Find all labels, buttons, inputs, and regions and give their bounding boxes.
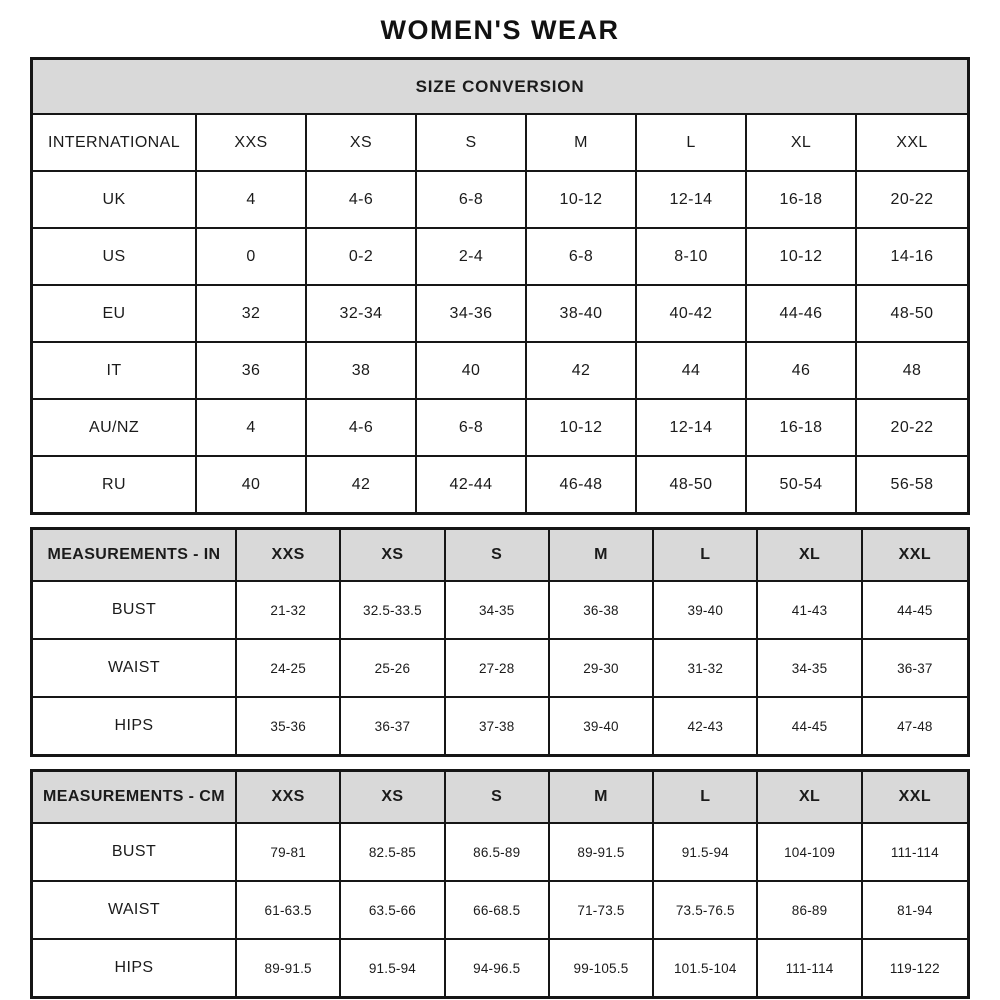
table-row-waist-cm — [33, 880, 967, 938]
table-row-ru — [33, 455, 967, 512]
measurement-cell: 94-96.5 — [446, 938, 550, 996]
size-cell: 16-18 — [747, 170, 857, 227]
row-label: IT — [33, 341, 197, 398]
table-row-aunz — [33, 398, 967, 455]
size-col-header-s: S — [446, 772, 550, 822]
measurement-cell: 39-40 — [550, 696, 654, 754]
size-col-header-xxs: XXS — [237, 772, 341, 822]
measurement-cell: 71-73.5 — [550, 880, 654, 938]
size-cell: 4-6 — [307, 170, 417, 227]
measurements-cm-title: MEASUREMENTS - CM — [33, 772, 237, 822]
page-title: WOMEN'S WEAR — [380, 15, 620, 45]
size-cell: 12-14 — [637, 170, 747, 227]
measurement-cell: 21-32 — [237, 580, 341, 638]
size-cell: 0-2 — [307, 227, 417, 284]
row-label: WAIST — [33, 880, 237, 938]
table-row-eu — [33, 284, 967, 341]
measurement-cell: 104-109 — [758, 822, 862, 880]
measurement-cell: 82.5-85 — [341, 822, 445, 880]
measurement-cell: 81-94 — [863, 880, 967, 938]
table-row-hips-in — [33, 696, 967, 754]
measurements-in-title: MEASUREMENTS - IN — [33, 530, 237, 580]
measurement-cell: 35-36 — [237, 696, 341, 754]
size-cell: 8-10 — [637, 227, 747, 284]
size-cell: 48 — [857, 341, 967, 398]
measurement-cell: 119-122 — [863, 938, 967, 996]
size-cell: 6-8 — [417, 398, 527, 455]
size-cell: 20-22 — [857, 170, 967, 227]
size-cell: 44 — [637, 341, 747, 398]
size-cell: 32-34 — [307, 284, 417, 341]
measurement-cell: 24-25 — [237, 638, 341, 696]
size-cell: 10-12 — [527, 170, 637, 227]
size-conversion-header-row — [33, 113, 967, 170]
table-row-it — [33, 341, 967, 398]
size-cell: 46-48 — [527, 455, 637, 512]
size-cell: 46 — [747, 341, 857, 398]
measurement-cell: 111-114 — [758, 938, 862, 996]
size-col-header-xs: XS — [341, 772, 445, 822]
size-cell: 32 — [197, 284, 307, 341]
size-cell: 40 — [197, 455, 307, 512]
size-cell: 40-42 — [637, 284, 747, 341]
measurement-cell: 34-35 — [446, 580, 550, 638]
row-label: RU — [33, 455, 197, 512]
size-col-header-s: S — [417, 113, 527, 170]
size-conversion-table — [30, 57, 970, 515]
size-cell: 0 — [197, 227, 307, 284]
measurement-cell: 47-48 — [863, 696, 967, 754]
measurement-cell: 39-40 — [654, 580, 758, 638]
measurement-cell: 36-37 — [863, 638, 967, 696]
measurements-cm-header-row — [33, 772, 967, 822]
measurement-cell: 41-43 — [758, 580, 862, 638]
measurement-cell: 86-89 — [758, 880, 862, 938]
measurement-cell: 31-32 — [654, 638, 758, 696]
table-row-waist-in — [33, 638, 967, 696]
table-row-hips-cm — [33, 938, 967, 996]
size-col-header-xl: XL — [758, 772, 862, 822]
row-label: UK — [33, 170, 197, 227]
size-col-header-l: L — [654, 530, 758, 580]
size-cell: 38 — [307, 341, 417, 398]
size-cell: 34-36 — [417, 284, 527, 341]
size-cell: 16-18 — [747, 398, 857, 455]
measurement-cell: 36-37 — [341, 696, 445, 754]
measurement-cell: 66-68.5 — [446, 880, 550, 938]
size-col-header-xxs: XXS — [237, 530, 341, 580]
size-cell: 42 — [527, 341, 637, 398]
measurement-cell: 89-91.5 — [550, 822, 654, 880]
measurement-cell: 44-45 — [863, 580, 967, 638]
measurement-cell: 91.5-94 — [654, 822, 758, 880]
table-row-bust-cm — [33, 822, 967, 880]
measurement-cell: 27-28 — [446, 638, 550, 696]
measurement-cell: 42-43 — [654, 696, 758, 754]
measurement-cell: 36-38 — [550, 580, 654, 638]
size-cell: 6-8 — [417, 170, 527, 227]
measurement-cell: 29-30 — [550, 638, 654, 696]
size-cell: 48-50 — [857, 284, 967, 341]
size-cell: 10-12 — [527, 398, 637, 455]
row-label: AU/NZ — [33, 398, 197, 455]
size-cell: 6-8 — [527, 227, 637, 284]
size-col-header-xl: XL — [758, 530, 862, 580]
size-cell: 44-46 — [747, 284, 857, 341]
measurement-cell: 99-105.5 — [550, 938, 654, 996]
row-label-international: INTERNATIONAL — [33, 113, 197, 170]
size-col-header-m: M — [550, 772, 654, 822]
measurement-cell: 25-26 — [341, 638, 445, 696]
measurement-cell: 91.5-94 — [341, 938, 445, 996]
size-cell: 40 — [417, 341, 527, 398]
size-cell: 10-12 — [747, 227, 857, 284]
size-cell: 20-22 — [857, 398, 967, 455]
measurement-cell: 44-45 — [758, 696, 862, 754]
measurements-cm-table — [30, 769, 970, 999]
row-label: BUST — [33, 580, 237, 638]
size-col-header-xxl: XXL — [863, 530, 967, 580]
size-col-header-xxl: XXL — [857, 113, 967, 170]
size-col-header-m: M — [527, 113, 637, 170]
measurement-cell: 101.5-104 — [654, 938, 758, 996]
measurement-cell: 32.5-33.5 — [341, 580, 445, 638]
size-col-header-xs: XS — [341, 530, 445, 580]
row-label: HIPS — [33, 938, 237, 996]
measurement-cell: 89-91.5 — [237, 938, 341, 996]
size-cell: 36 — [197, 341, 307, 398]
measurement-cell: 79-81 — [237, 822, 341, 880]
size-col-header-xxl: XXL — [863, 772, 967, 822]
row-label: WAIST — [33, 638, 237, 696]
measurements-in-header-row — [33, 530, 967, 580]
measurement-cell: 86.5-89 — [446, 822, 550, 880]
size-col-header-xl: XL — [747, 113, 857, 170]
row-label: HIPS — [33, 696, 237, 754]
size-col-header-xxs: XXS — [197, 113, 307, 170]
measurement-cell: 73.5-76.5 — [654, 880, 758, 938]
row-label: EU — [33, 284, 197, 341]
size-cell: 38-40 — [527, 284, 637, 341]
size-cell: 56-58 — [857, 455, 967, 512]
table-row-uk — [33, 170, 967, 227]
measurement-cell: 111-114 — [863, 822, 967, 880]
table-row-us — [33, 227, 967, 284]
size-conversion-banner: SIZE CONVERSION — [33, 60, 967, 113]
size-cell: 2-4 — [417, 227, 527, 284]
measurements-in-table — [30, 527, 970, 757]
size-cell: 42 — [307, 455, 417, 512]
size-col-header-l: L — [637, 113, 747, 170]
size-cell: 4 — [197, 170, 307, 227]
size-cell: 12-14 — [637, 398, 747, 455]
table-row-bust-in — [33, 580, 967, 638]
size-col-header-xs: XS — [307, 113, 417, 170]
size-cell: 14-16 — [857, 227, 967, 284]
size-cell: 4-6 — [307, 398, 417, 455]
measurement-cell: 61-63.5 — [237, 880, 341, 938]
measurement-cell: 37-38 — [446, 696, 550, 754]
measurement-cell: 34-35 — [758, 638, 862, 696]
size-cell: 4 — [197, 398, 307, 455]
row-label: US — [33, 227, 197, 284]
size-cell: 42-44 — [417, 455, 527, 512]
size-cell: 48-50 — [637, 455, 747, 512]
measurement-cell: 63.5-66 — [341, 880, 445, 938]
size-col-header-s: S — [446, 530, 550, 580]
row-label: BUST — [33, 822, 237, 880]
size-col-header-l: L — [654, 772, 758, 822]
size-cell: 50-54 — [747, 455, 857, 512]
size-col-header-m: M — [550, 530, 654, 580]
